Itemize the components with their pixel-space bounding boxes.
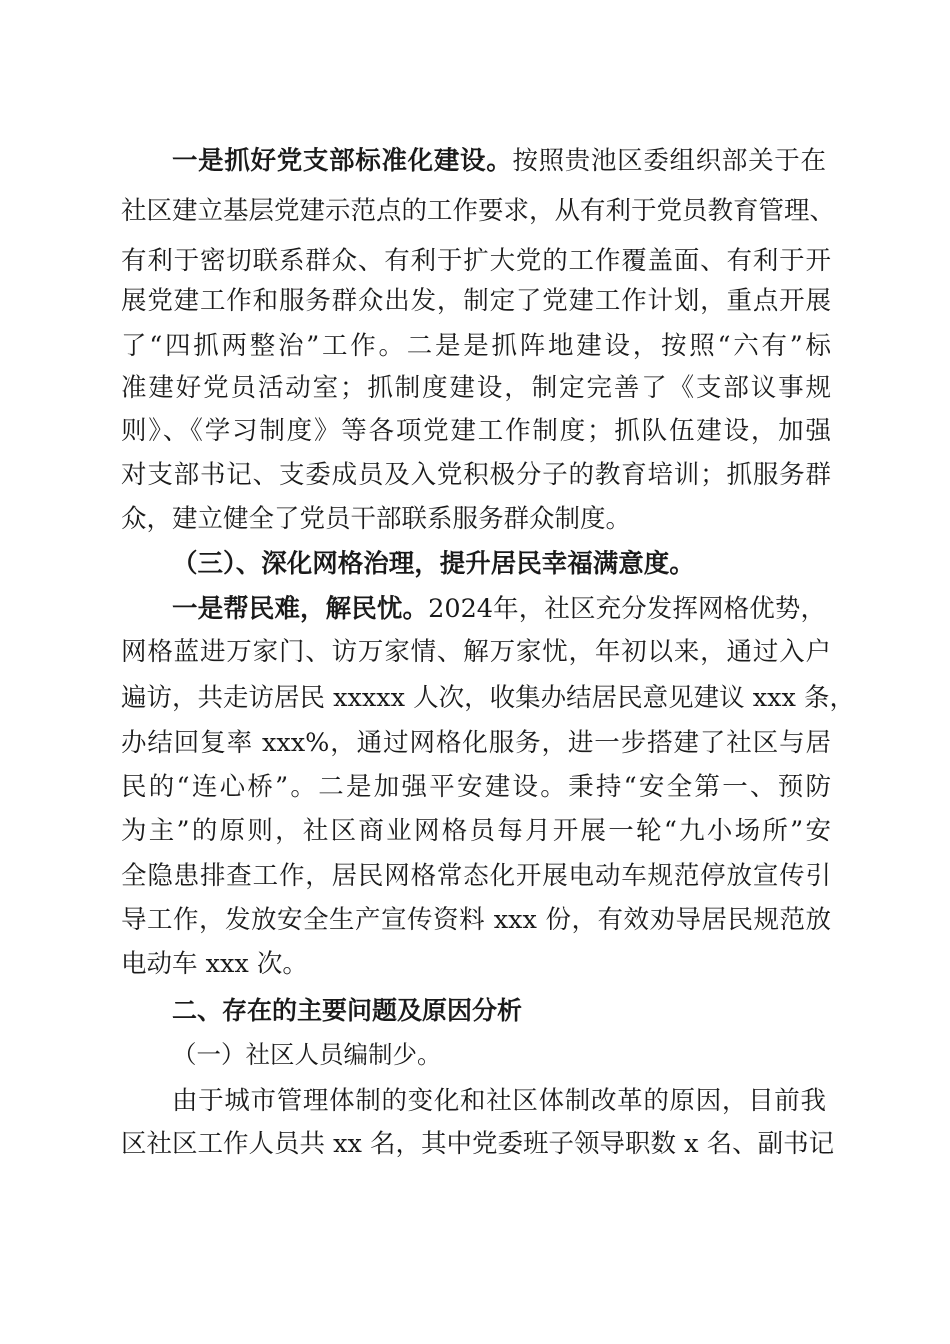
paragraph-1-line-9: 众，建立健全了党员干部联系服务群众制度。 bbox=[121, 504, 632, 534]
paragraph-2-line-8: 导工作，发放安全生产宣传资料 xxx 份，有效劝导居民规范放 bbox=[121, 905, 831, 935]
paragraph-2-line-1-rest: 2024年，社区充分发挥网格优势， bbox=[428, 594, 826, 624]
paragraph-2-line-3: 遍访，共走访居民 xxxxx 人次，收集办结居民意见建议 xxx 条， bbox=[121, 683, 855, 713]
paragraph-1-line-1 bbox=[172, 142, 826, 180]
paragraph-1-line-1-rest: 按照贵池区委组织部关于在 bbox=[512, 146, 826, 176]
paragraph-2-line-1 bbox=[172, 590, 826, 628]
paragraph-2-line-5: 民的“连心桥”。二是加强平安建设。秉持“安全第一、预防 bbox=[121, 772, 831, 802]
paragraph-1-line-6: 准建好党员活动室；抓制度建设，制定完善了《支部议事规 bbox=[121, 373, 831, 403]
paragraph-1-lead: 一是抓好党支部标准化建设。 bbox=[172, 146, 513, 176]
paragraph-2-line-7: 全隐患排查工作，居民网格常态化开展电动车规范停放宣传引 bbox=[121, 861, 831, 891]
paragraph-1-line-3: 有利于密切联系群众、有利于扩大党的工作覆盖面、有利于开 bbox=[121, 246, 831, 276]
paragraph-1-line-2: 社区建立基层党建示范点的工作要求，从有利于党员教育管理、 bbox=[121, 196, 836, 226]
paragraph-2-lead: 一是帮民难，解民忧。 bbox=[172, 594, 429, 624]
paragraph-1-line-8: 对支部书记、支委成员及入党积极分子的教育培训；抓服务群 bbox=[121, 460, 831, 490]
section-3-heading: （三）、深化网格治理，提升居民幸福满意度。 bbox=[172, 549, 695, 579]
paragraph-2-line-9: 电动车 xxx 次。 bbox=[121, 949, 308, 979]
paragraph-2-line-2: 网格蓝进万家门、访万家情、解万家忧，年初以来，通过入户 bbox=[121, 637, 831, 667]
paragraph-3-line-2: 区社区工作人员共 xx 名，其中党委班子领导职数 x 名、副书记 bbox=[121, 1129, 835, 1159]
subsection-1-heading: （一）社区人员编制少。 bbox=[172, 1040, 442, 1069]
paragraph-2-line-4: 办结回复率 xxx%，通过网格化服务，进一步搭建了社区与居 bbox=[121, 728, 831, 758]
section-two-heading: 二、存在的主要问题及原因分析 bbox=[172, 996, 523, 1025]
paragraph-1-line-5: 了“四抓两整治”工作。二是是抓阵地建设，按照“六有”标 bbox=[121, 331, 831, 361]
paragraph-1-line-7: 则》、《学习制度》等各项党建工作制度；抓队伍建设，加强 bbox=[121, 416, 831, 446]
paragraph-3-line-1: 由于城市管理体制的变化和社区体制改革的原因，目前我 bbox=[172, 1086, 826, 1116]
paragraph-2-line-6: 为主”的原则，社区商业网格员每月开展一轮“九小场所”安 bbox=[121, 816, 831, 846]
paragraph-1-line-4: 展党建工作和服务群众出发，制定了党建工作计划，重点开展 bbox=[121, 286, 831, 316]
